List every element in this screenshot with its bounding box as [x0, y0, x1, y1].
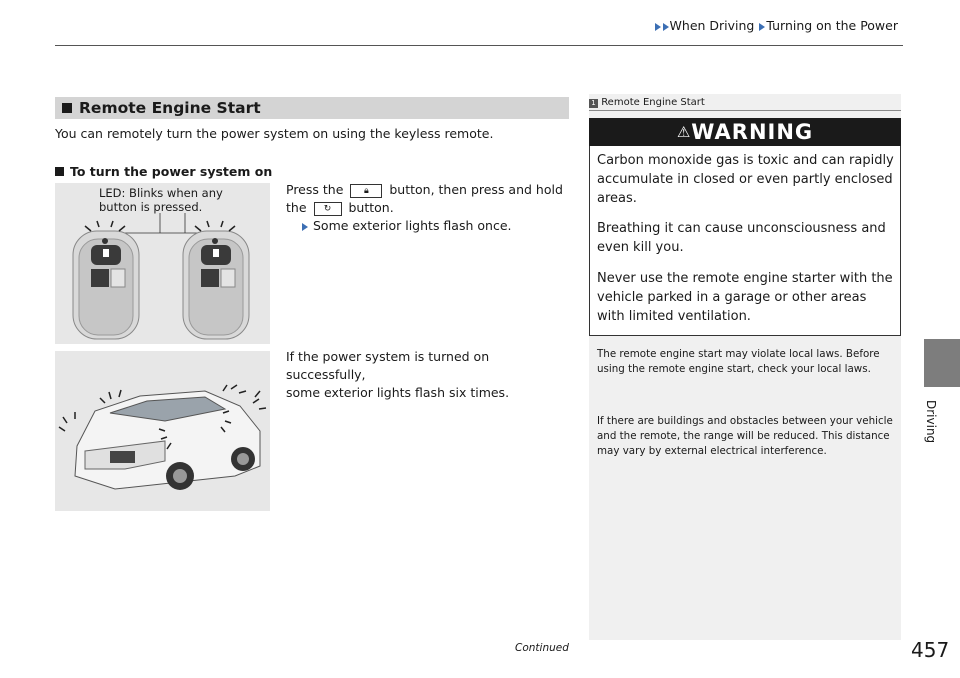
sidebar-note: The remote engine start may violate local laws. Before using the remote engine start, check your local laws. [597, 348, 880, 375]
remote-start-button-icon: ↻ [314, 202, 342, 216]
warning-paragraph: Breathing it can cause unconsciousness and even kill you. [597, 221, 886, 255]
step-result-text: Some exterior lights flash once. [312, 218, 512, 233]
arrow-icon [759, 23, 765, 31]
section-header [55, 97, 569, 119]
arrow-icon [663, 23, 669, 31]
success-text [286, 348, 571, 402]
remotes-drawing [55, 183, 270, 344]
square-bullet-icon [55, 167, 64, 176]
arrow-icon [302, 223, 308, 231]
breadcrumb-item[interactable]: Turning on the Power [766, 18, 898, 33]
callout-line: LED: Blinks when any [99, 186, 223, 200]
subheading [55, 164, 272, 179]
subheading-text: To turn the power system on [70, 164, 273, 179]
sidebar-divider [589, 110, 901, 111]
step-result [301, 217, 511, 235]
step-instructions [286, 181, 571, 217]
warning-title: WARNING [691, 120, 814, 144]
breadcrumb-item[interactable]: When Driving [669, 18, 755, 33]
warning-paragraph: Carbon monoxide gas is toxic and can rapidly accumulate in closed or even partly enclosed areas. [597, 153, 894, 206]
page-number: 457 [911, 638, 950, 662]
breadcrumb [654, 18, 898, 33]
success-line: If the power system is turned on successfully, [286, 349, 490, 382]
reference-title: Remote Engine Start [601, 97, 705, 108]
header-divider [55, 45, 903, 46]
warning-triangle-icon: ⚠ [676, 123, 692, 141]
vehicle-lights-illustration [55, 351, 270, 511]
reference-icon: 1 [589, 99, 598, 108]
section-title: Remote Engine Start [79, 99, 261, 117]
sidebar-note: If there are buildings and obstacles between your vehicle and the remote, the range will be reduced. This distance may vary by external electrical interference. [597, 415, 893, 457]
sidebar-reference [589, 97, 705, 108]
step-text: button. [348, 200, 394, 215]
intro-text: You can remotely turn the power system on using the keyless remote. [55, 126, 494, 141]
step-text: the [286, 200, 307, 215]
vehicle-drawing [55, 351, 270, 511]
arrow-icon [655, 23, 661, 31]
warning-header [589, 118, 901, 146]
lock-button-icon: 🔒︎ [350, 184, 382, 198]
step-text: button, then press and hold [389, 182, 563, 197]
chapter-tab[interactable] [924, 339, 960, 387]
keyless-remote-illustration [55, 183, 270, 344]
callout-line: button is pressed. [99, 200, 203, 214]
chapter-label: Driving [924, 400, 938, 444]
success-line: some exterior lights flash six times. [286, 385, 510, 400]
continued-label: Continued [515, 642, 569, 654]
square-bullet-icon [62, 103, 72, 113]
warning-paragraph: Never use the remote engine starter with the vehicle parked in a garage or other areas with limited ventilation. [597, 271, 893, 324]
step-text: Press the [286, 182, 344, 197]
